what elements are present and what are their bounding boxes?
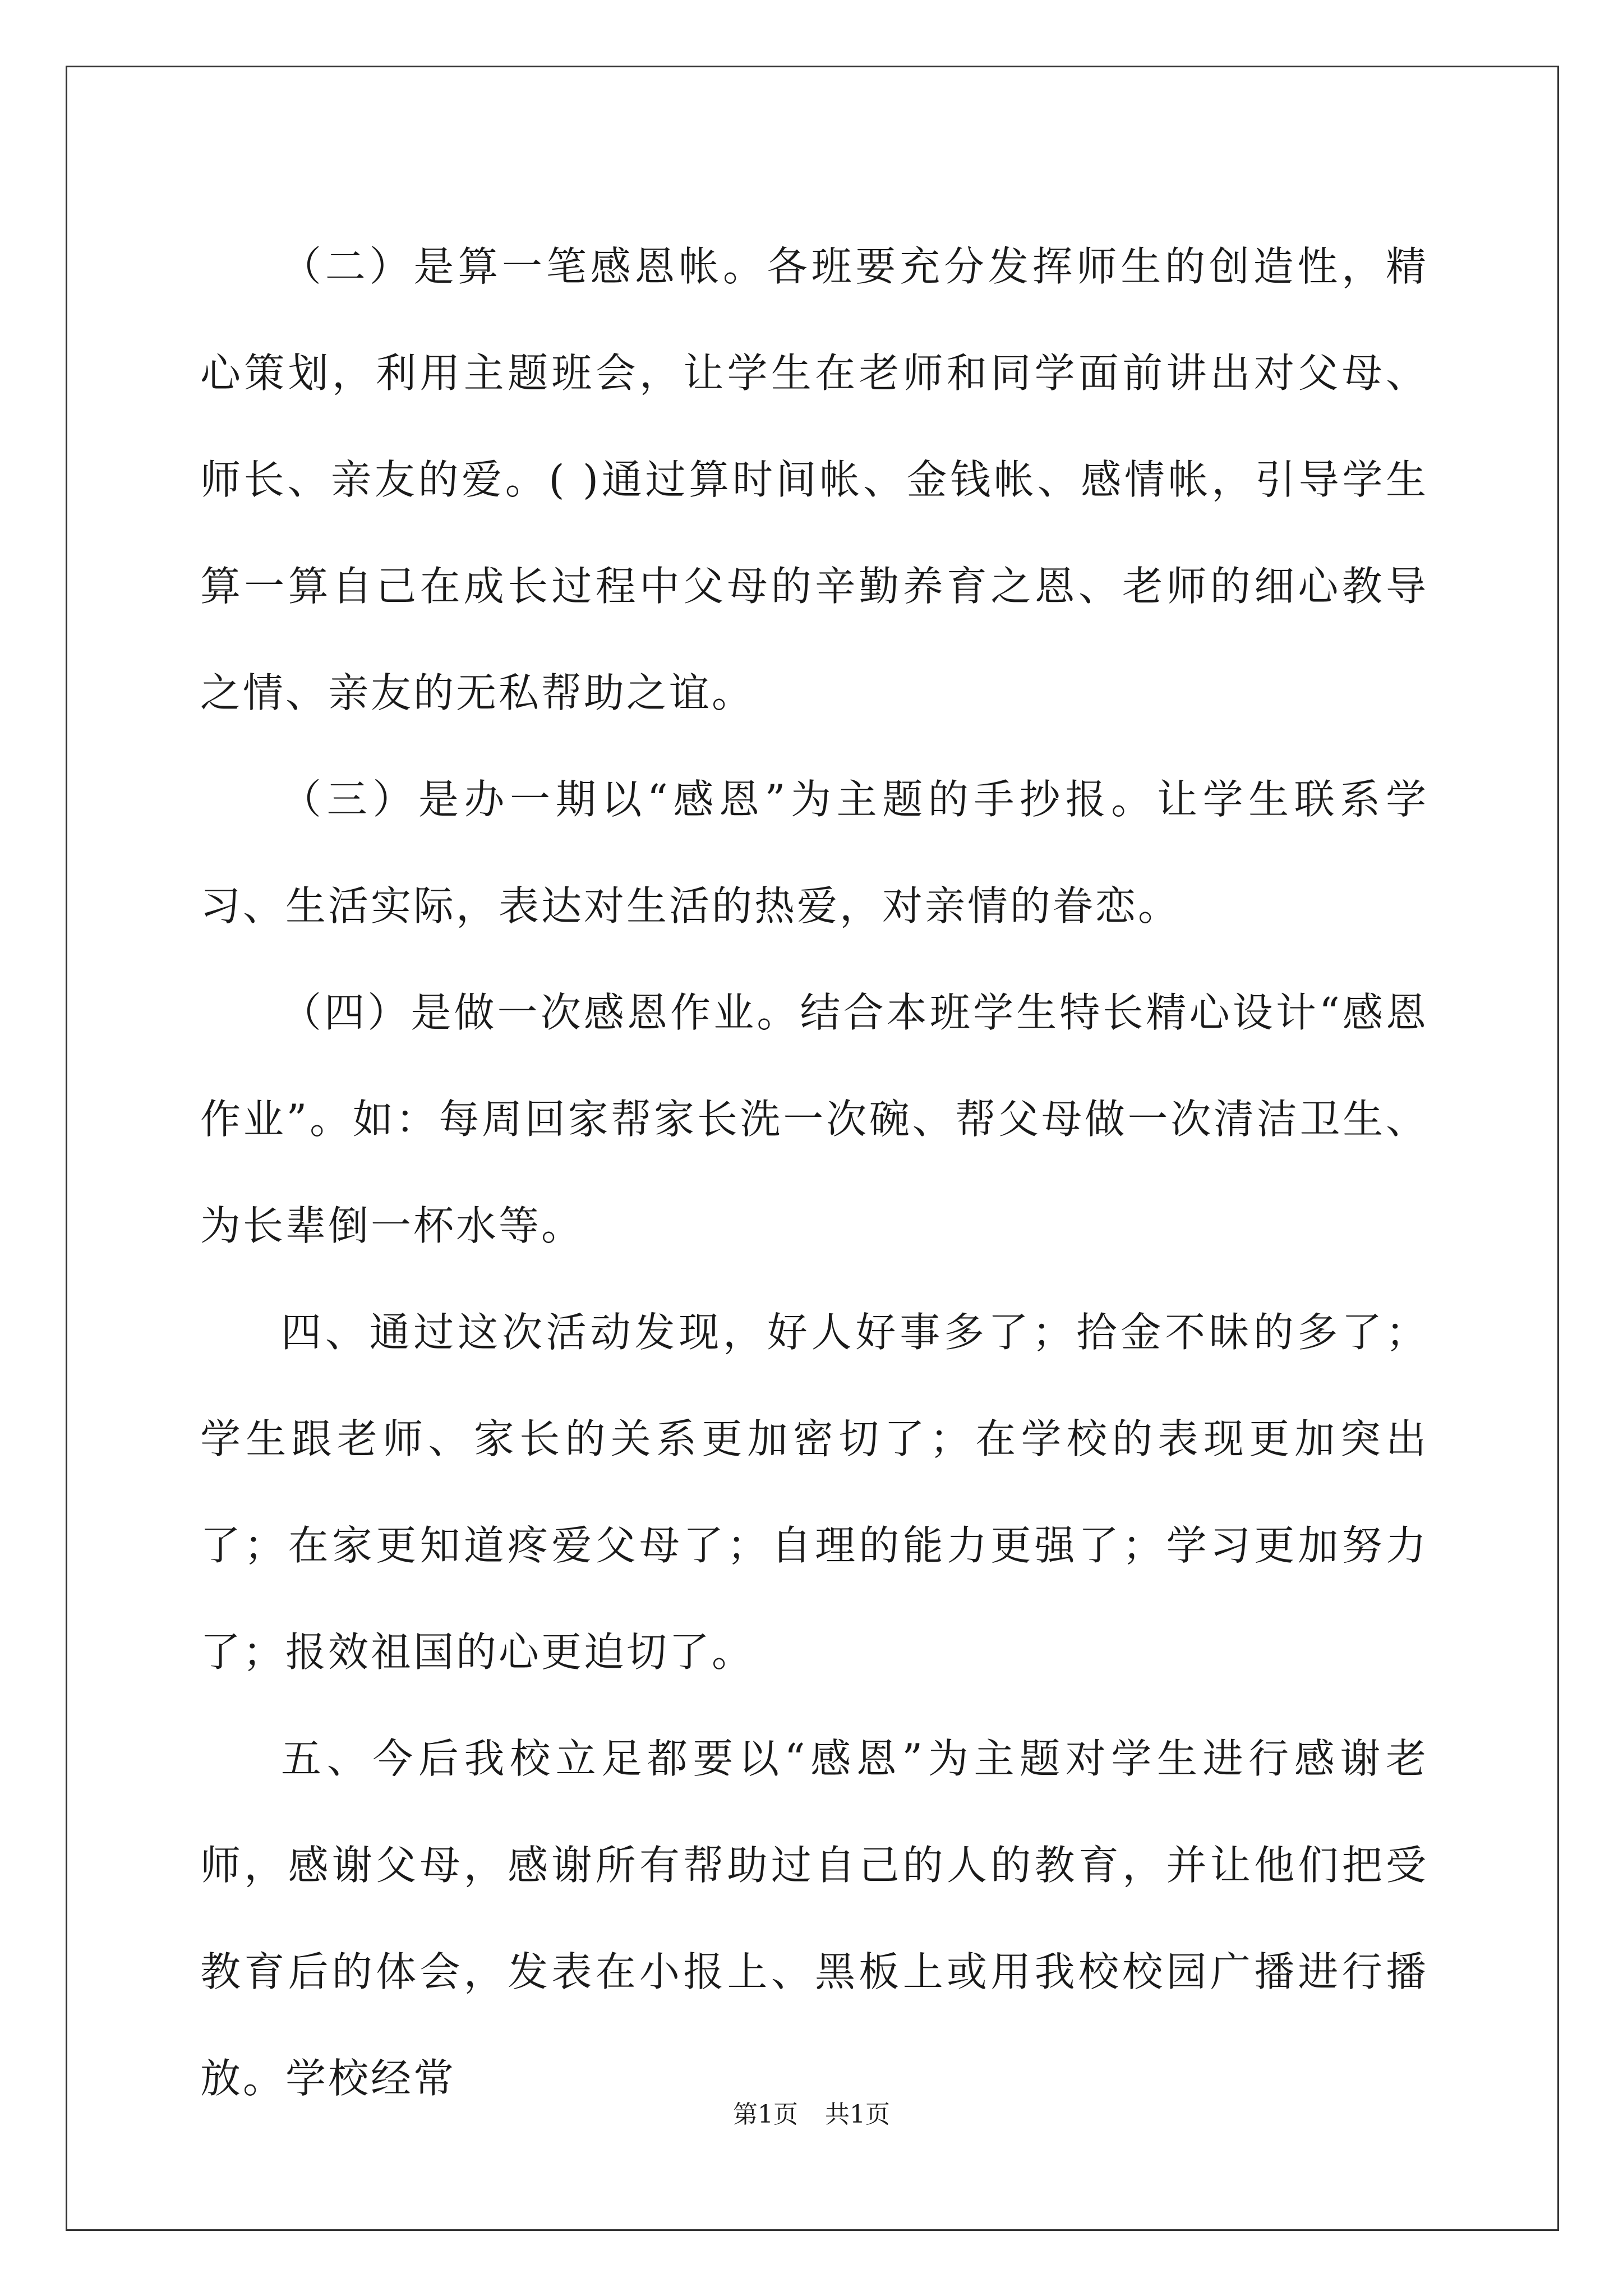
paragraph-future-plans: 五、今后我校立足都要以“感恩”为主题对学生进行感谢老师，感谢父母，感谢所有帮助过自己的人的教育，并让他们把受教育后的体会，发表在小报上、黑板上或用我校校园广播进行播放。学校经常 bbox=[200, 1735, 1428, 2102]
page-number-total: 共1页 bbox=[825, 2100, 890, 2129]
page-footer bbox=[0, 2098, 1623, 2132]
paragraph-gratitude-homework: （四）是做一次感恩作业。结合本班学生特长精心设计“感恩作业”。如：每周回家帮家长洗一次碗、帮父母做一次清洁卫生、为长辈倒一杯水等。 bbox=[200, 989, 1428, 1249]
paragraph-activity-results: 四、通过这次活动发现，好人好事多了；拾金不昧的多了；学生跟老师、家长的关系更加密切了；在学校的表现更加突出了；在家更知道疼爱父母了；自理的能力更强了；学习更加努力了；报效祖国的心更迫切了。 bbox=[200, 1309, 1428, 1676]
paragraph-gratitude-account: （二）是算一笔感恩帐。各班要充分发挥师生的创造性，精心策划，利用主题班会，让学生在老师和同学面前讲出对父母、师长、亲友的爱。( )通过算时间帐、金钱帐、感情帐，引导学生算一算自己在成长过程中父母的辛勤养育之恩、老师的细心教导之情、亲友的无私帮助之谊。 bbox=[200, 243, 1428, 716]
paragraph-handwritten-newspaper: （三）是办一期以“感恩”为主题的手抄报。让学生联系学习、生活实际，表达对生活的热爱，对亲情的眷恋。 bbox=[200, 776, 1428, 930]
page-number-current: 第1页 bbox=[733, 2100, 798, 2129]
document-body bbox=[200, 213, 1428, 2132]
